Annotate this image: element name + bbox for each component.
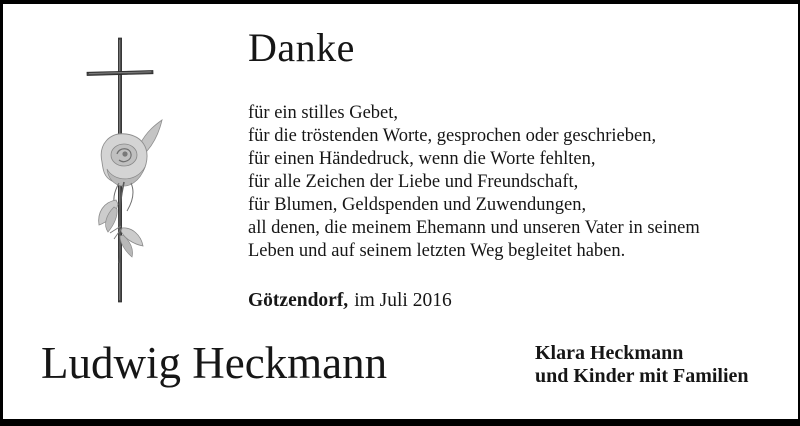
mourner-line: Klara Heckmann: [535, 342, 684, 364]
body-line: für einen Händedruck, wenn die Worte fehlten,: [248, 149, 596, 169]
cross-rose-illustration: [58, 30, 178, 308]
mourner-line: und Kinder mit Familien: [535, 365, 749, 387]
rose-icon: [99, 120, 162, 263]
body-line: für alle Zeichen der Liebe und Freundschaft,: [248, 172, 579, 192]
thanks-text: [248, 102, 700, 263]
dateline: [248, 290, 452, 312]
date-text: im Juli 2016: [354, 290, 452, 311]
mourners: [535, 342, 749, 388]
body-line: für die tröstenden Worte, gesprochen oder geschrieben,: [248, 126, 657, 146]
page-title: Danke: [248, 25, 355, 70]
place-name: Götzendorf,: [248, 290, 349, 311]
body-line: für Blumen, Geldspenden und Zuwendungen,: [248, 195, 587, 215]
deceased-name: Ludwig Heckmann: [41, 338, 388, 388]
body-line: all denen, die meinem Ehemann und unseren Vater in seinem: [248, 218, 700, 238]
body-line: für ein stilles Gebet,: [248, 103, 399, 123]
body-line: Leben und auf seinem letzten Weg begleitet haben.: [248, 241, 626, 261]
cross-rose-artwork: [58, 30, 178, 308]
